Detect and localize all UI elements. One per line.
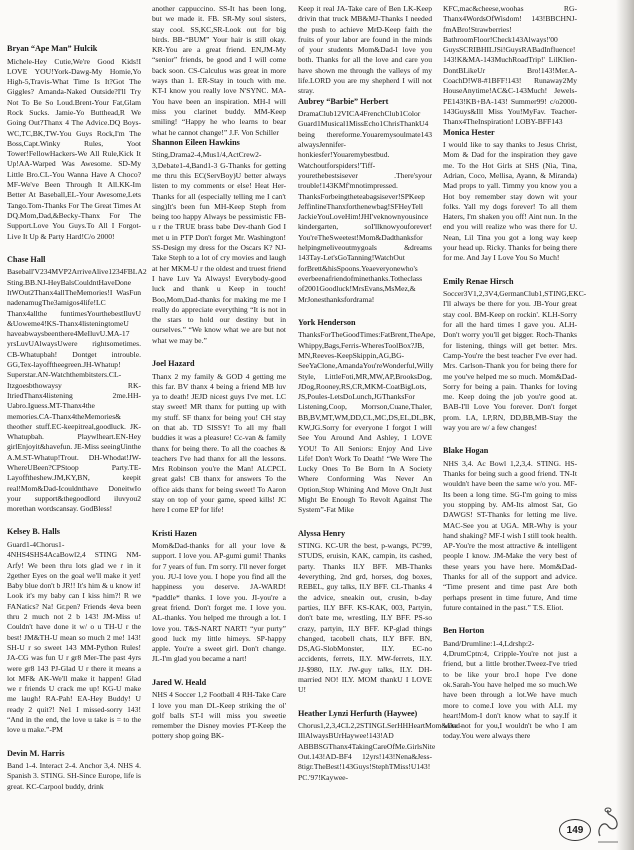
senior-entry [298, 708, 463, 783]
bee-doodle-icon [594, 806, 622, 846]
senior-entry [7, 749, 141, 792]
column-1 [7, 44, 147, 805]
senior-entry [152, 529, 286, 665]
continued-message: another cappuccino. SS-It has been long, but we made it. FB. SR-My soul sisters, stay cool. SS,KC,SR-Look out for big birds. BB-“BUM” Your hair is still okay. KR-You are a great friend. EN,JM-My “senior” friends, be good and I will come back soon. CS-Calculus was great in more ways than 1. ER-Stay in touch with me. KT-I know you really love N'SYNC. MA-You have been an inspiration. MH-I will miss you clarinet buddy. MM-Keep smiling! “Happy he who learns to bear what he cannot change!” J.F. Von Schiller [152, 4, 286, 137]
student-name: Heather Lynzi Herfurth (Haywee) [298, 708, 418, 718]
senior-entry [7, 527, 141, 735]
student-name: Blake Hogan [443, 446, 489, 456]
student-name: Ben Horton [443, 626, 485, 636]
senior-entry [7, 44, 141, 242]
student-name: Chase Hall [7, 254, 46, 264]
continued-message: KFC,mac&cheese,woohas RG-Thanx4WordsOfWisdom! 143!BBCHNJ-fmABro!Strawberries! BathroomFloor!Check143Always!'00 GuysSCRIBHILJSi!GuysRABadInfluence! 143!K&MA-143MuchRoadTrip!' LilKlien-DontBLikeUr Bro!143!Mer.A-CoachD!W8-#1BFF!143! Runaway2My HouseAnytime!AC&C-143Much! Jewels-PE143!KB+BA-143! Summer99! c/o2000-143Guys&Ill Miss You!MyFav. Teacher-Thanx4TheInspiration! LOBY-BFF143 [443, 4, 577, 127]
senior-entry [152, 359, 286, 516]
student-name: Bryan “Ape Man” Hulcik [7, 44, 98, 53]
column-3 [298, 4, 463, 796]
senior-entry [443, 626, 577, 741]
student-name: Alyssa Henry [298, 528, 346, 538]
senior-message: DramaClub12VICA4FrenchClub1Color Guard1Musical1MissEcho1ChrisThankU4 being thereforme.Youaremysoulmate143 alwaysJennifer-honkiesfer!Youaremybestbud. Watchoutforspiders!'Tiff-yourethebestsisever .There'syour trouble!143KMf'mnotimpressed. ThanksForbeingtheteabagsisever!SPKeep JeffinlineThanxforthenewbag!SFHeyTell JackieYouLoveHim!JHI'veknownyousince kindergarten, soI'llknowyouforever! You'reTheSweetest!Mom&Dadthanksfor helpingmeliveoutmygoals &dreams 143Tay-Let'sGoTanning!WatchOut forBrett&hisSpoons.Yeaeveryonewho's everbeenafriendofminethanks.Totheclass of2001Goodluck!MrsEvans,MsMez,& MrJonesthanksfordrama! [298, 109, 432, 304]
student-name: Monica Hester [443, 127, 495, 137]
column-2 [152, 4, 286, 755]
senior-message: NHS 4 Soccer 1,2 Football 4 RH-Take Care I love you man DL-Keep striking the ol' golf balls ST-I will miss you sweetie remember the Disney movies PT-Keep the pottery shop going BK- [152, 690, 286, 741]
column-4 [443, 4, 587, 755]
student-name: Aubrey “Barbie” Herbert [298, 96, 389, 106]
student-name: Joel Hazard [152, 359, 195, 368]
senior-message: Thanx 2 my family & GOD 4 getting me this far. BV thanx 4 being a friend MB luv ya to death! JEJD nicest guys I've met. LC stay sweet! MR thanx for putting up with my stuff. SF thanx for being you! CH stay on that ab. TD SISSY! To all my fball buddies it was a pleasure! Cc-van & family thanx for being there. To all the coaches & teachers I've had thanx for all the lessons. Mrs Robinson you're the Man! ALCPCL great gals! CB thanx for answers To the office aids thanx for being sweet! To Aaron stay on top of your game, speed kills! JC here I come EP for life! [152, 371, 286, 515]
senior-message: Michele-Hey Cutie,We're Good Kids!I LOVE YOU!York-Dawg-My Homie,Yo High-5,Travis-What Time Is It?Got The Giggles? Amanda-Naked Outside?I'll Try Not To Be So Loud.Brent-Your Fat,Glam Rock Sucks. Jamie-Yo Butthead,R We Going Out?Thanx 4 The Advice.DQ Boys-WC,TC,BK,TW-You Guys Rock,I'm The Boss,Capt.Winky Rules, Yoot Tower!FellowHackers-We All Rule,Kick It Up!AA-Warped Was Awesome. SD-My Little Bro.CL-You Wanna Have A Choco?MF-We've Been Through It All.KK-Im Better At Baseball,EL-Your Awesome,Lets Tango.Tom-Thanks For The Great Times At DQ.Mom,Dad,&Becky-Thanx For The Support.Love You Guys.To All I Forgot-Live It Up & Party Hard!C/o 2000! [7, 56, 141, 241]
senior-message: ThanksForTheGoodTimes:FatBrent,TheApe, Whippy,Bags,Ferris-WheresToolBox?JB, MN,Reeves-KeepSkippin,AG,BG-SeeYaClone,AmandaYou'reWonderful,Willy Style, LittleFoti,MR,MW,AP,BrooksDog, JDog,Rooney,RS,CR,MKM-CoatBigLots, JS,Poules-LetsDoLunch,JGThanksFor Listening,Coop, Morrson,Cuane,Thaler, BB,BV,MT,WM,DD,CL,MC,DS,EL,DL,BK, KW,JG.Sorry for everyone I forgot I will See You Around And Ashley, I LOVE YOU! To All Seniors: Enjoy And Live Life! Don't Work To Death! “We Were The Lucky Ones To Be Born In A Society Where Conforming Was Never An Option,Stop Whining And Move On,It Just Might Be Enough To Revolt Against The System”-Fat Mike [298, 330, 436, 515]
senior-entry [152, 138, 286, 346]
student-name: Emily Renae Hirsch [443, 276, 514, 286]
senior-message: Band/Drumline:1-4,Ldrshp:2-4,DrumCptn:4, Cripple-You're not just a friend, but a little brother.Tweez-I've tried to be like your bro.I hope I've done ok.Sarah-You have helped me so much.We have been through a lot.We have much more to come.I love you with ALL my heart!Mom-I don't know what to say.If it were not for you,I wouldn't be who I am today.You were always there [443, 638, 577, 741]
senior-entry [7, 254, 147, 515]
student-name: Devin M. Harris [7, 748, 65, 758]
senior-message: NHS 3,4. Ac Bowl 1,2,3,4. STING. HS-Thanks for being such a good friend. TN-It wouldn't have been the same w/o you. MF-Its been a long time. SG-I'm going to miss you stopping by. AM-Its almost Sat, Go DAWGS! ST-Thanks for letting me live. MAC-See you at UGA. MR-Why is your hand shaking? MF-I wish I still took health. AP-You're the most attractive & intelligent people I know. JM-Make the very best of these years you have here. Mom&Dad-Thanks for all of the support and advice. “Time present and time past Are both perhaps present in time future, And time future contained in the past.” T.S. Eliot. [443, 458, 577, 612]
student-name: Kelsey B. Halls [7, 527, 60, 537]
senior-entry [298, 529, 432, 696]
senior-message: Baseball'V234MVP2ArriveAlive1234FBLA2 Sting.BB.NJ-HeyBalsCouldntHaveDone ItWOut2Thanx4allTheMemories!I WasFun nadenamugThe3amigos4life!LC Thanx4allthe funtimesYourthebestIluvU &Uoweme4!KS-Thanx4listeningtomeU haveabwaysbeenthere4MeIluvU.MA-17 yrsLuvUAlwaysUwere rightsometimes. CB-Whatupbah! Dontget introuble. GG,Tex-layofftheegreen.JH-Whatup! Superstar.AN-Watchthembitsters.CL-Itzgoesbthowaysy RK-ItriedThanx4listening 2me.HH-Uabro.Iguess.MT-Thanx4the memories.CA-Thanx4theMemories& theother stuff.EC-keepitreal,goodluck. JK-Whatupbah. Playwlheart.EN-Hey girlEnjoyit&havefun. JE-Miss seeingUinthe A.M.ST-Whatup!Trout. DH-Whodat!JW-WhereUBeen?CPStoop Party.TE-Layofftheshew.JM,KY,BN, keepit real!Mom&Dad-Icouldnthave DoneitwIo your support&thegoodlord iluvyou2 morethan wordscansay. GodBless! [7, 267, 147, 514]
student-name: Jared W. Heald [152, 677, 207, 687]
senior-entry [443, 276, 587, 434]
page-number: 149 [559, 819, 591, 841]
senior-entry [152, 678, 286, 742]
senior-message: Guard1-4Chorus1- 4NHS4SHS4AcaBowl2,4 STING NM-Arfy! We been thru lots glad we r in it 2gether Eyes on the goal we'll make it yet! Baby blue don't b JR!! It's him & u know it! Look it's my baby can I kiss him?! R we FANatics? Na! Gr.pen? Friends 4eva been thru 2 much not 2 b 143! JM-Miss u! Couldn't have done it w/ o u TH-U r the best! JM&TH-U mean so much 2 me! 143! SH-U r so sweet 143 MM-Python Rules! JA-CG was fun U r gr8 Mer-The past 4yrs were gr8 143 PJ-Glad U r there it means a lot MF& AK-We'll make it happen! Glad we r friends U crack me up! KG-U make me laugh! RA-Pah! EA-Hey Buddy! U ready 2 quit?! Ne1 I missed-sorry 143! “And in the end, the love u take is = to the love u make.”-PM [7, 539, 141, 735]
senior-entry [443, 446, 577, 613]
senior-message: Soccer3V1,2,3V4,GermanClub1,STING,EKC-I'll always be there for you. JB-Your great stay cool. BM-Keep on rockin'. KLH-Sorry for all the hard times I gave you. ALH-Don't worry you'll get bigger. Roch-Thanks for listening, things will get better. Mrs. Camp-You're the best teacher I've ever had. Mrs. Carlson-Thank you for being there for me you've helped me so much. Mom&Dad-Sorry for being a pain. Thanks for loving me. Keep doing the job you're good at. BAB-I'll Love You forever. Don't forget prom. LA, LP,RN, DD,BB,MB-Stay the way you are w/ a few changes! [443, 289, 587, 432]
student-name: Kristi Hazen [152, 528, 197, 538]
senior-message: STING. KC-UR the best, p-wangs, PC'99, STUDS, eruisin, KAK, campin, its cashed, party. Thanks ILY BFF. MB-Thanks 4everything, 2nd grd, horses, dog boxes, REBEL, guy talks, ILY BFF. CL-Thanks 4 the advice, sneakin out, crusin, b-day parties, ILY BFF. KS-KAK, 003, Partyin, don't bate me, wrestling, ILY BFF. PS-so crazy, partyin, ILY BFF. KP-glad things changed, tacobell chats, ILY BFF. BN, DS,AG-SlobMonster, ILY. EC-no accidents, ferrets, ILY. MW-ferrets, ILY. JJ-$980, ILY. JW-guy talks, ILY. DH-married NO! ILY. MOM thankU I LOVE U! [298, 541, 432, 695]
senior-message: I would like to say thanks to Jesus Christ, Mom & Dad for the inspiration they gave me. To the Hot Girls at SHS (Nia, Tina, Adrian, Coco, Mellisa, Ayann, & Miranda) Mad props to yall. Timmy you know you a Hot boy remember stay down wit your folks. Yall my dogs forever! To all them Haters, I'm shaken you off! Aint nun. In the end you will realize who was there for U. Nean, Lil Tina you got a long way keep your head up. Ricky. Thanks for being there for me. And Jay I Love You So Much! [443, 140, 577, 263]
senior-entry [298, 97, 432, 305]
senior-entry [443, 128, 577, 264]
page-binding-shadow [616, 0, 634, 850]
student-name: Shannon Eileen Hawkins [152, 137, 240, 147]
senior-message: Chorus1,2,3,4CL2,2STINGLSerHHHeartMom&Dad-IIlAlwaysBUrHaywee!143!AD ABBBSGThanx4TakingCareOfMe.GirlsNite Out.143!AD-BF4 12yrs!143!Nena&Jess-8tigr.TheBest!143Guys!StephTMiss!U143! PC.'97!Kaywee- [298, 721, 463, 782]
continued-message: Keep it real JA-Take care of Ben LK-Keep drivin that truck MB&MJ-Thanks I needed the push to achieve MrD-Keep faith the fruits of your labor are found in the minds of your students Mom&Dad-I love you both. Thanks for all the love and care you have shown me through the valleys of my life.LORD you are my shepherd I will not stray. [298, 4, 432, 96]
student-name: York Henderson [298, 317, 356, 327]
senior-message: Sting,Drama2-4,Mus1/4,ActCrew2-3,Debate1-4,Band1-3 G-Thanks for getting me thru this EC(ServBoy)U better always listen to my comments or else! Heat Her-Thanks for all (especially telling me I can't sing)It's been fun MH-Keep Steph from being too happy Always be pessimistic FB-u r the TRUE brass babe Dev-thanh God I met u in PTP Don't forget Mr. Washington! SS-Design my dress for the Oscars K? NJ-Take Steph to a lot of cry movies and laugh at her MKM-U r the oldest and truest friend I have Luv Ya Always! Everybody-good luck and thank u Keep in touch! Boo,Mom,Dad-thanks for making me me I really do appreciate everything “It is not in the stars to hold our destiny but in ourselves.” “We know what we are but not what we may be.” [152, 150, 286, 345]
senior-message: Mom&Dad-thanks for all your love & support. I love you. AP-gumi gumi! Thanks for 7 years of fun. I'm sorry. I'll never forget you. JU-I love you. I hope you find all the happiness you deserve. JA-WARD! *paddle* thanks. I love you. JI-you're a great friend. Don't forget me. I love you. AL-thanks. You helped me through a lot. I love you. T&S-NART NART! “yur purty” good luck my little himeys. SP-happy apple. You're a sweet girl. Don't change. JL-I'm glad you became a nart! [152, 541, 286, 664]
senior-entry [298, 317, 436, 516]
senior-message: Band 1-4. Interact 2-4. Anchor 3,4. NHS 4. Spanish 3. STING. SH-Since Europe, life is great. KC-Carpool buddy, drink [7, 761, 141, 791]
